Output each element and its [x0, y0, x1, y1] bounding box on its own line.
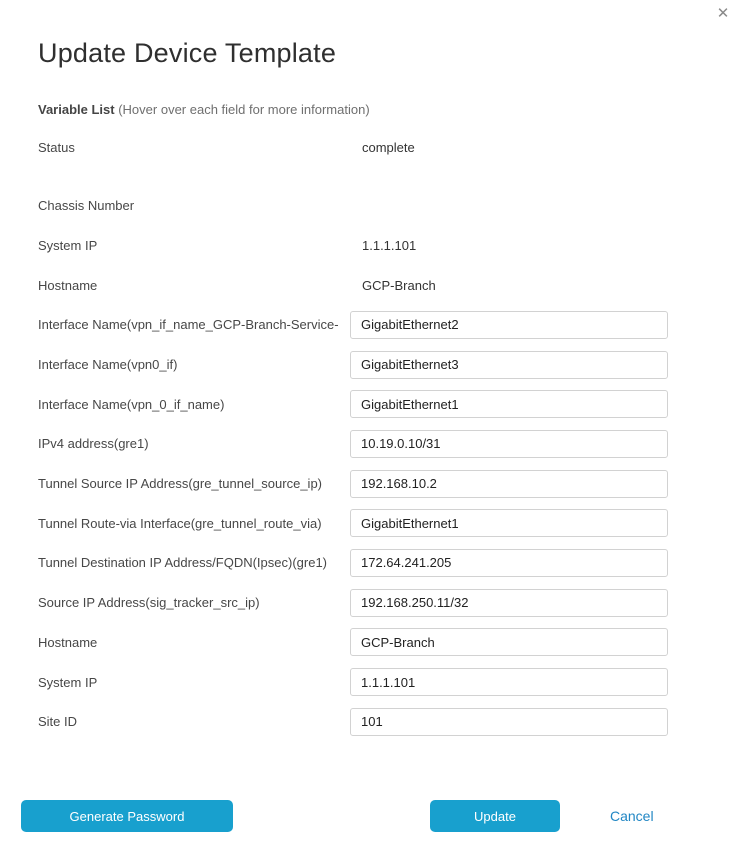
variable-row	[38, 503, 668, 543]
variable-input-wrap	[350, 311, 668, 339]
variable-label: Interface Name(vpn_0_if_name)	[38, 396, 225, 412]
variable-input-wrap	[350, 549, 668, 577]
variable-input-wrap	[350, 390, 668, 418]
variable-input-wrap	[350, 351, 668, 379]
generate-password-button[interactable]: Generate Password	[21, 800, 233, 832]
variable-label: Tunnel Source IP Address(gre_tunnel_source_ip)	[38, 476, 323, 492]
variable-input-wrap	[350, 668, 668, 696]
page-title: Update Device Template	[38, 38, 337, 69]
variable-input-wrap	[350, 509, 668, 537]
variable-input[interactable]	[350, 430, 668, 458]
variable-list-header	[38, 102, 370, 117]
variable-input-wrap	[350, 430, 668, 458]
variable-row	[38, 702, 668, 742]
variable-input-wrap	[350, 628, 668, 656]
variable-row	[38, 345, 668, 385]
variable-row	[38, 464, 668, 504]
variable-row	[38, 265, 668, 305]
variable-label: Tunnel Destination IP Address/FQDN(Ipsec)(gre1)	[38, 555, 328, 571]
variable-label: Interface Name(vpn_if_name_GCP-Branch-Service-	[38, 317, 339, 333]
variable-input[interactable]	[350, 351, 668, 379]
variable-input[interactable]	[350, 589, 668, 617]
variable-row	[38, 662, 668, 702]
variable-input[interactable]	[350, 509, 668, 537]
variable-row	[38, 583, 668, 623]
variable-label: Source IP Address(sig_tracker_src_ip)	[38, 595, 260, 611]
variable-label: Hostname	[38, 634, 98, 650]
variable-static-value: GCP-Branch	[362, 277, 436, 293]
cancel-link[interactable]: Cancel	[610, 808, 654, 824]
variable-row	[38, 384, 668, 424]
variable-input-wrap	[350, 589, 668, 617]
variable-row	[38, 127, 668, 167]
variable-row	[38, 623, 668, 663]
variable-label: System IP	[38, 237, 98, 253]
variable-list-heading: Variable List	[38, 102, 115, 117]
variable-input[interactable]	[350, 311, 668, 339]
variable-label: Tunnel Route-via Interface(gre_tunnel_route_via)	[38, 515, 322, 531]
variable-static-value: complete	[362, 139, 415, 155]
variable-label: Status	[38, 139, 75, 155]
variable-input[interactable]	[350, 628, 668, 656]
variable-row	[38, 424, 668, 464]
variable-input[interactable]	[350, 549, 668, 577]
variable-input[interactable]	[350, 390, 668, 418]
variable-label: Chassis Number	[38, 197, 135, 213]
variable-static-value: 1.1.1.101	[362, 237, 417, 253]
variable-row	[38, 305, 668, 345]
variable-input[interactable]	[350, 668, 668, 696]
variable-label: IPv4 address(gre1)	[38, 436, 149, 452]
close-icon[interactable]: ✕	[716, 5, 730, 22]
update-button[interactable]: Update	[430, 800, 560, 832]
variable-label: System IP	[38, 674, 98, 690]
dialog-footer	[0, 800, 752, 840]
variable-input[interactable]	[350, 470, 668, 498]
variable-label: Hostname	[38, 277, 98, 293]
variable-label: Site ID	[38, 714, 78, 730]
variable-input-wrap	[350, 708, 668, 736]
variable-row	[38, 185, 668, 225]
variable-row	[38, 225, 668, 265]
variable-input[interactable]	[350, 708, 668, 736]
variable-rows	[38, 127, 668, 742]
variable-row	[38, 543, 668, 583]
variable-list-hint: (Hover over each field for more information)	[118, 102, 370, 117]
variable-label: Interface Name(vpn0_if)	[38, 357, 178, 373]
variable-input-wrap	[350, 470, 668, 498]
